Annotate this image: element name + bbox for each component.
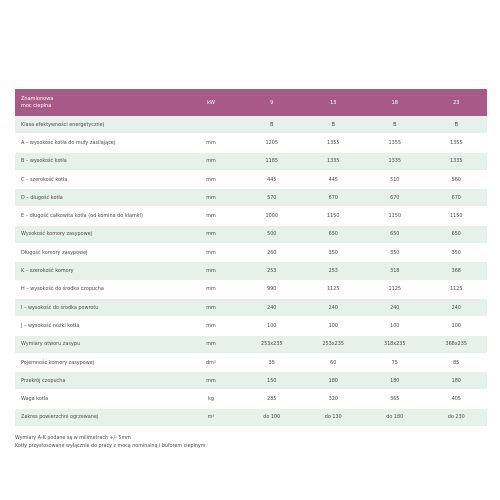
- row-unit: mm: [181, 134, 241, 152]
- header-label-line: Znamionowa: [21, 95, 54, 102]
- row-value: 75: [364, 353, 426, 371]
- row-label: Wysokość komory zasypowej: [15, 225, 181, 243]
- table-row: [15, 353, 487, 371]
- row-label: K – szerokość komory: [15, 262, 181, 280]
- table-row: [15, 134, 487, 152]
- footnote: Wymiary A-K podane są w milimetrach +/- 5mm: [15, 436, 131, 442]
- row-label: Zakres powierzchni ogrzewanej: [15, 408, 181, 426]
- row-value: 240: [303, 298, 365, 316]
- row-value: do 100: [241, 408, 303, 426]
- row-value: 253: [241, 262, 303, 280]
- row-unit: mm: [181, 262, 241, 280]
- table-row: [15, 170, 487, 188]
- row-unit: m²: [181, 408, 241, 426]
- row-value: do 230: [426, 408, 488, 426]
- row-value: 350: [426, 244, 488, 262]
- row-label: A – wysokość kotła do mufy zasilającej: [15, 134, 181, 152]
- row-value: 100: [426, 317, 488, 335]
- row-value: 445: [303, 170, 365, 188]
- row-value: 990: [241, 280, 303, 298]
- table-header-row: [15, 89, 487, 116]
- row-value: 445: [241, 170, 303, 188]
- row-unit: mm: [181, 244, 241, 262]
- row-value: 180: [303, 372, 365, 390]
- row-label: Waga kotła: [15, 390, 181, 408]
- row-label: I – wysokość do środka powrotu: [15, 298, 181, 316]
- row-value: 285: [241, 390, 303, 408]
- row-unit: dm³: [181, 353, 241, 371]
- row-value: 240: [426, 298, 488, 316]
- table-row: [15, 335, 487, 353]
- row-value: 150: [241, 372, 303, 390]
- row-value: 1000: [241, 207, 303, 225]
- row-value: 670: [426, 189, 488, 207]
- row-unit: mm: [181, 317, 241, 335]
- row-unit: mm: [181, 152, 241, 170]
- row-value: B: [426, 116, 488, 134]
- table-row: [15, 244, 487, 262]
- row-value: 180: [364, 372, 426, 390]
- row-unit: kg: [181, 390, 241, 408]
- footnote: Kotły przystosowane wyłącznie do pracy z mocą nominalną i buforem cieplnym.: [15, 443, 207, 449]
- row-label: C – szerokość kotła: [15, 170, 181, 188]
- row-value: 1205: [241, 134, 303, 152]
- row-value: 85: [426, 353, 488, 371]
- table-row: [15, 262, 487, 280]
- table-row: [15, 207, 487, 225]
- table-row: [15, 298, 487, 316]
- row-value: 260: [241, 244, 303, 262]
- row-label: Przekrój czopucha: [15, 372, 181, 390]
- table-row: [15, 408, 487, 426]
- row-value: 1335: [426, 152, 488, 170]
- header-power-13: 13: [303, 89, 365, 116]
- row-value: 405: [426, 390, 488, 408]
- row-value: 1185: [241, 152, 303, 170]
- row-value: 318x235: [364, 335, 426, 353]
- row-value: 253: [303, 262, 365, 280]
- header-label: [15, 89, 181, 116]
- row-unit: mm: [181, 335, 241, 353]
- row-value: 240: [241, 298, 303, 316]
- row-label: Wymiary otworu zasypu: [15, 335, 181, 353]
- header-power-9: 9: [241, 89, 303, 116]
- row-value: 650: [426, 225, 488, 243]
- row-value: 60: [303, 353, 365, 371]
- table-row: [15, 152, 487, 170]
- row-unit: mm: [181, 372, 241, 390]
- table-row: [15, 317, 487, 335]
- row-label: D – długość kotła: [15, 189, 181, 207]
- table-row: [15, 225, 487, 243]
- row-value: 670: [364, 189, 426, 207]
- row-value: 1125: [364, 280, 426, 298]
- row-value: 368: [426, 262, 488, 280]
- row-label: Długość komory zasypowej: [15, 244, 181, 262]
- row-value: 560: [426, 170, 488, 188]
- row-value: 670: [303, 189, 365, 207]
- row-unit: mm: [181, 189, 241, 207]
- row-value: 500: [241, 225, 303, 243]
- row-value: 35: [241, 353, 303, 371]
- row-value: 1355: [426, 134, 488, 152]
- header-unit: kW: [181, 89, 241, 116]
- row-value: 253x235: [303, 335, 365, 353]
- row-value: 240: [364, 298, 426, 316]
- row-value: 365: [364, 390, 426, 408]
- row-label: H – wysokość do środka czopucha: [15, 280, 181, 298]
- row-value: B: [303, 116, 365, 134]
- row-value: 650: [303, 225, 365, 243]
- row-unit: mm: [181, 298, 241, 316]
- row-value: 1125: [426, 280, 488, 298]
- table-row: [15, 390, 487, 408]
- row-label: Pojemność komory zasypowej: [15, 353, 181, 371]
- footnotes: [15, 435, 487, 450]
- row-value: 1150: [303, 207, 365, 225]
- row-value: do 130: [303, 408, 365, 426]
- table-row: [15, 189, 487, 207]
- spec-sheet: [15, 89, 487, 450]
- row-value: 1150: [426, 207, 488, 225]
- row-value: 1125: [303, 280, 365, 298]
- row-label: Klasa efektywności energetycznej: [15, 116, 181, 134]
- row-value: 100: [303, 317, 365, 335]
- row-label: B – wysokość kotła: [15, 152, 181, 170]
- row-value: 1355: [303, 134, 365, 152]
- row-value: 350: [303, 244, 365, 262]
- row-value: 100: [364, 317, 426, 335]
- row-unit: mm: [181, 280, 241, 298]
- row-unit: mm: [181, 225, 241, 243]
- row-value: 650: [364, 225, 426, 243]
- table-row: [15, 372, 487, 390]
- row-value: 180: [426, 372, 488, 390]
- row-label: E – długość całkowita kotła (od komina do klamki): [15, 207, 181, 225]
- row-value: 1335: [303, 152, 365, 170]
- table-row: [15, 280, 487, 298]
- row-value: 1150: [364, 207, 426, 225]
- row-value: B: [241, 116, 303, 134]
- header-label-line: moc cieplna: [21, 102, 52, 109]
- row-value: 320: [303, 390, 365, 408]
- row-unit: mm: [181, 207, 241, 225]
- boiler-spec-table: [15, 89, 487, 427]
- header-power-18: 18: [364, 89, 426, 116]
- table-row: [15, 116, 487, 134]
- row-unit: mm: [181, 170, 241, 188]
- row-value: 318: [364, 262, 426, 280]
- row-value: 510: [364, 170, 426, 188]
- row-value: 570: [241, 189, 303, 207]
- row-value: do 180: [364, 408, 426, 426]
- row-label: J – wysokość nóżki kotła: [15, 317, 181, 335]
- row-value: 100: [241, 317, 303, 335]
- row-value: 1355: [364, 134, 426, 152]
- row-value: 350: [364, 244, 426, 262]
- row-value: B: [364, 116, 426, 134]
- row-value: 368x235: [426, 335, 488, 353]
- row-value: 1335: [364, 152, 426, 170]
- header-power-23: 23: [426, 89, 488, 116]
- row-value: 253x235: [241, 335, 303, 353]
- row-unit: [181, 116, 241, 134]
